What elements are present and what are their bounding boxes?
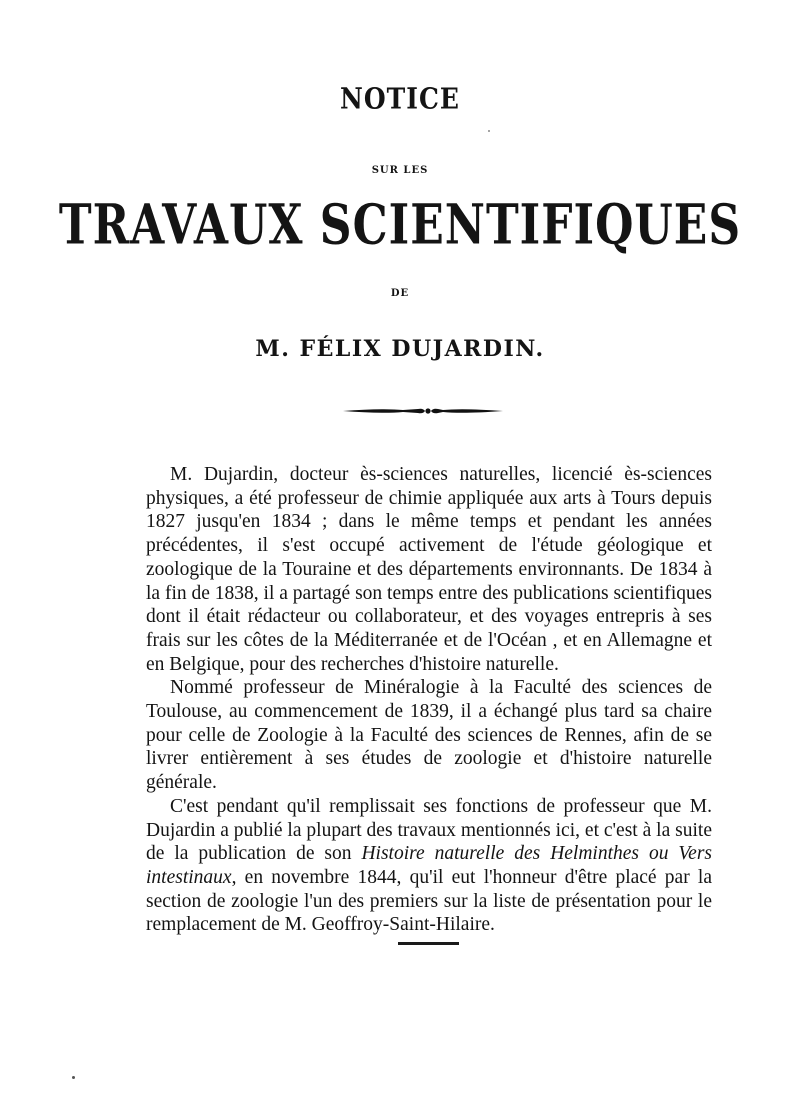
notice-heading: NOTICE: [340, 81, 460, 116]
sur-les-subheading: SUR LES: [371, 165, 429, 176]
ornamental-divider: [343, 403, 503, 419]
book-title: Histoire naturelle des Helminthes ou Vers intestinaux: [146, 843, 712, 888]
de-subheading: DE: [390, 288, 410, 299]
closing-rule: [398, 942, 459, 945]
notice-body: [146, 463, 712, 937]
paper-speck: [72, 1076, 75, 1079]
paragraph-3-text: C'est pendant qu'il remplissait ses fonctions de professeur que M. Dujardin a publié la plupart des travaux mentionnés ici, et c'est à la suite de la publication de son: [146, 795, 712, 865]
main-title: TRAVAUX SCIENTIFIQUES: [58, 193, 742, 258]
paragraph-1: M. Dujardin, docteur ès-sciences naturelles, licencié ès-sciences physiques, a été professeur de chimie appliquée aux arts à Tours depuis 1827 jusqu'en 1834 ; dans le même temps et pendant les années précédentes, il s'est occupé activement de l'étude géologique et zoologique de la Touraine et des départements environnants. De 1834 à la fin de 1838, il a partagé son temps entre des publications scientifiques dont il était rédacteur ou collaborateur, et des voyages entrepris à ses frais sur les côtes de la Méditerranée et de l'Océan , et en Allemagne et en Belgique, pour des recherches d'histoire naturelle.: [146, 464, 712, 675]
paragraph-2: Nommé professeur de Minéralogie à la Faculté des sciences de Toulouse, au commencement de 1839, il a échangé plus tard sa chaire pour celle de Zoologie à la Faculté des sciences de Rennes, afin de se livrer entièrement à ses études de zoologie et d'histoire naturelle générale.: [146, 677, 712, 794]
paragraph-3: [146, 795, 712, 937]
author-name: M. FÉLIX DUJARDIN.: [255, 336, 545, 362]
paragraph-3-tail: , en novembre 1844, qu'il eut l'honneur d'être placé par la section de zoologie l'un des premiers sur la liste de présentation pour le remplacement de M. Geoffroy-Saint-Hilaire.: [146, 866, 712, 936]
paper-speck: [488, 130, 490, 132]
